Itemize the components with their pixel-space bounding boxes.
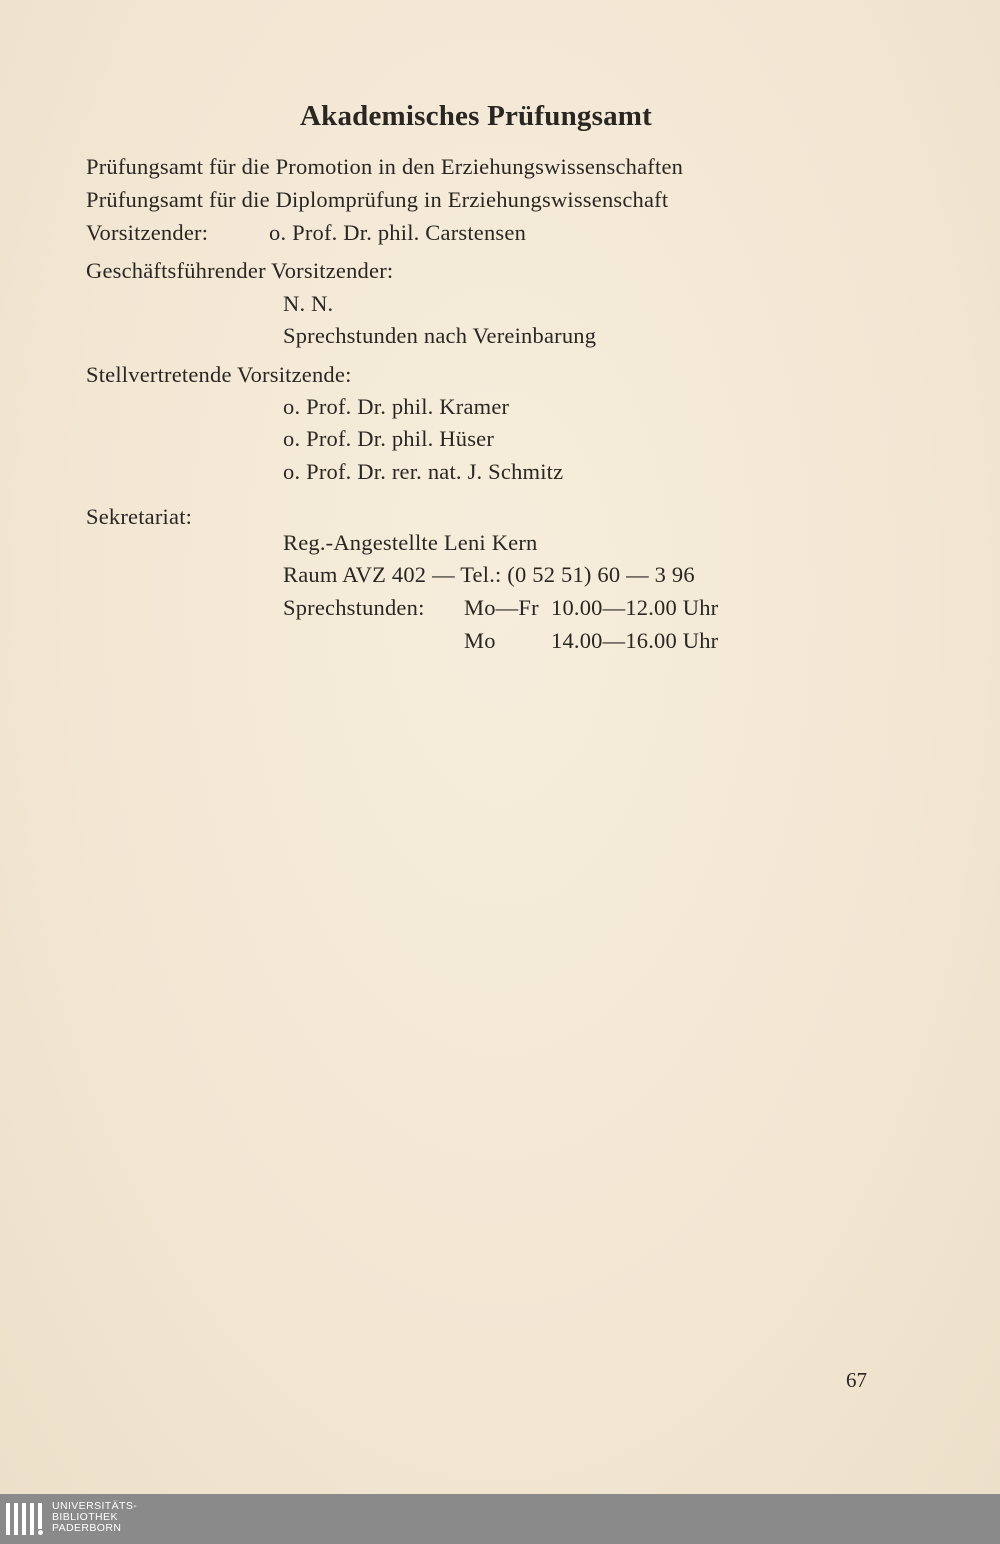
sprechstunden-time-2: 14.00—16.00 Uhr [551,628,719,653]
value-stellvertretende-3: o. Prof. Dr. rer. nat. J. Schmitz [283,459,564,484]
logo-dot-icon [38,1530,43,1535]
text-line: Prüfungsamt für die Diplomprüfung in Erziehungswissenschaft [86,187,669,212]
library-name [52,1501,137,1534]
label-geschaeftsfuehrender: Geschäftsführender Vorsitzender: [86,258,394,283]
office-hours-note: Sprechstunden nach Vereinbarung [283,323,597,348]
value-stellvertretende-1: o. Prof. Dr. phil. Kramer [283,394,510,419]
library-name-line: UNIVERSITÄTS- [52,1500,138,1512]
sprechstunden-day-2: Mo [464,628,496,653]
label-sprechstunden: Sprechstunden: [283,595,425,620]
label-vorsitzender: Vorsitzender: [86,220,209,245]
page-number: 67 [846,1368,867,1392]
value-stellvertretende-2: o. Prof. Dr. phil. Hüser [283,426,495,451]
value-geschaeftsfuehrender: N. N. [283,291,334,316]
label-stellvertretende: Stellvertretende Vorsitzende: [86,362,352,387]
page-title: Akademisches Prüfungsamt [299,100,652,132]
value-vorsitzender: o. Prof. Dr. phil. Carstensen [269,220,527,245]
value-sekretariat-name: Reg.-Angestellte Leni Kern [283,530,538,555]
library-footer-bar [0,1494,1000,1544]
sprechstunden-time-1: 10.00—12.00 Uhr [551,595,719,620]
library-name-line: BIBLIOTHEK [52,1511,118,1523]
text-line: Prüfungsamt für die Promotion in den Erziehungswissenschaften [86,154,684,179]
sprechstunden-day-1: Mo—Fr [464,595,539,620]
value-sekretariat-room: Raum AVZ 402 — Tel.: (0 52 51) 60 — 3 96 [283,562,695,587]
library-name-line: PADERBORN [52,1522,122,1534]
label-sekretariat: Sekretariat: [86,504,193,529]
